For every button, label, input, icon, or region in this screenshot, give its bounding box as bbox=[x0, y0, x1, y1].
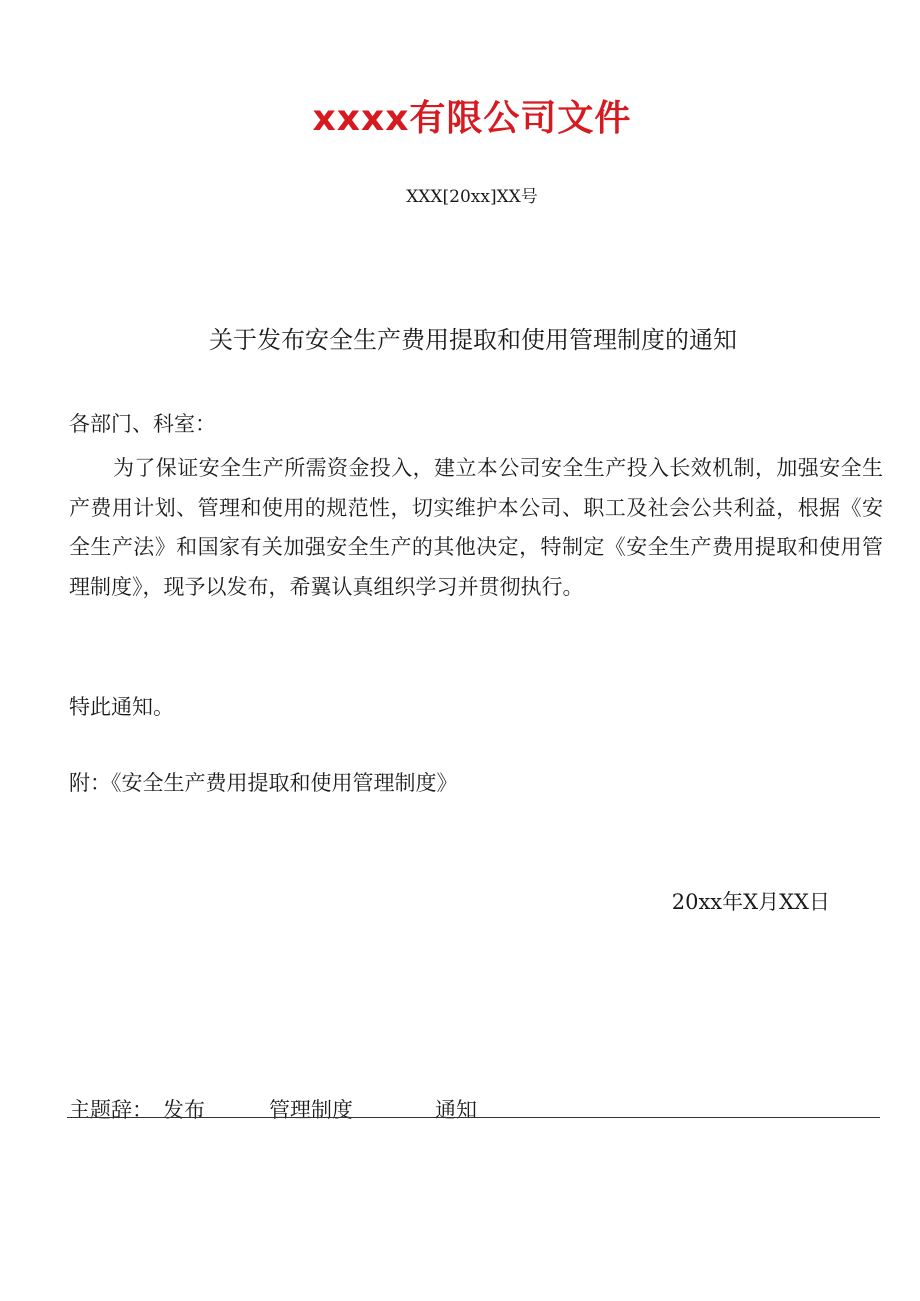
keyword: 发布 bbox=[163, 1098, 205, 1122]
keyword: 通知 bbox=[435, 1098, 477, 1122]
closing-remark: 特此通知。 bbox=[69, 695, 174, 719]
keyword: 管理制度 bbox=[269, 1098, 353, 1122]
notice-body: 为了保证安全生产所需资金投入，建立本公司安全生产投入长效机制，加强安全生产费用计划、管理和使用的规范性，切实维护本公司、职工及社会公共利益，根据《安全生产法》和国家有关加强安全生产的其他决定，特制定《安全生产费用提取和使用管理制度》，现予以发布，希翼认真组织学习并贯彻执行。 bbox=[69, 456, 883, 599]
subject-keywords bbox=[69, 1092, 477, 1128]
document-number: XXX[20xx]XX号 bbox=[406, 187, 538, 207]
issue-date: 20xx年X月XX日 bbox=[671, 890, 830, 914]
footer-divider bbox=[67, 1117, 880, 1118]
attachment-line: 附：《安全生产费用提取和使用管理制度》 bbox=[69, 771, 458, 795]
document-header-title: xxxx有限公司文件 bbox=[312, 98, 632, 139]
keywords-label: 主题辞： bbox=[69, 1098, 153, 1122]
notice-title: 关于发布安全生产费用提取和使用管理制度的通知 bbox=[209, 326, 737, 354]
salutation: 各部门、科室： bbox=[69, 412, 216, 436]
